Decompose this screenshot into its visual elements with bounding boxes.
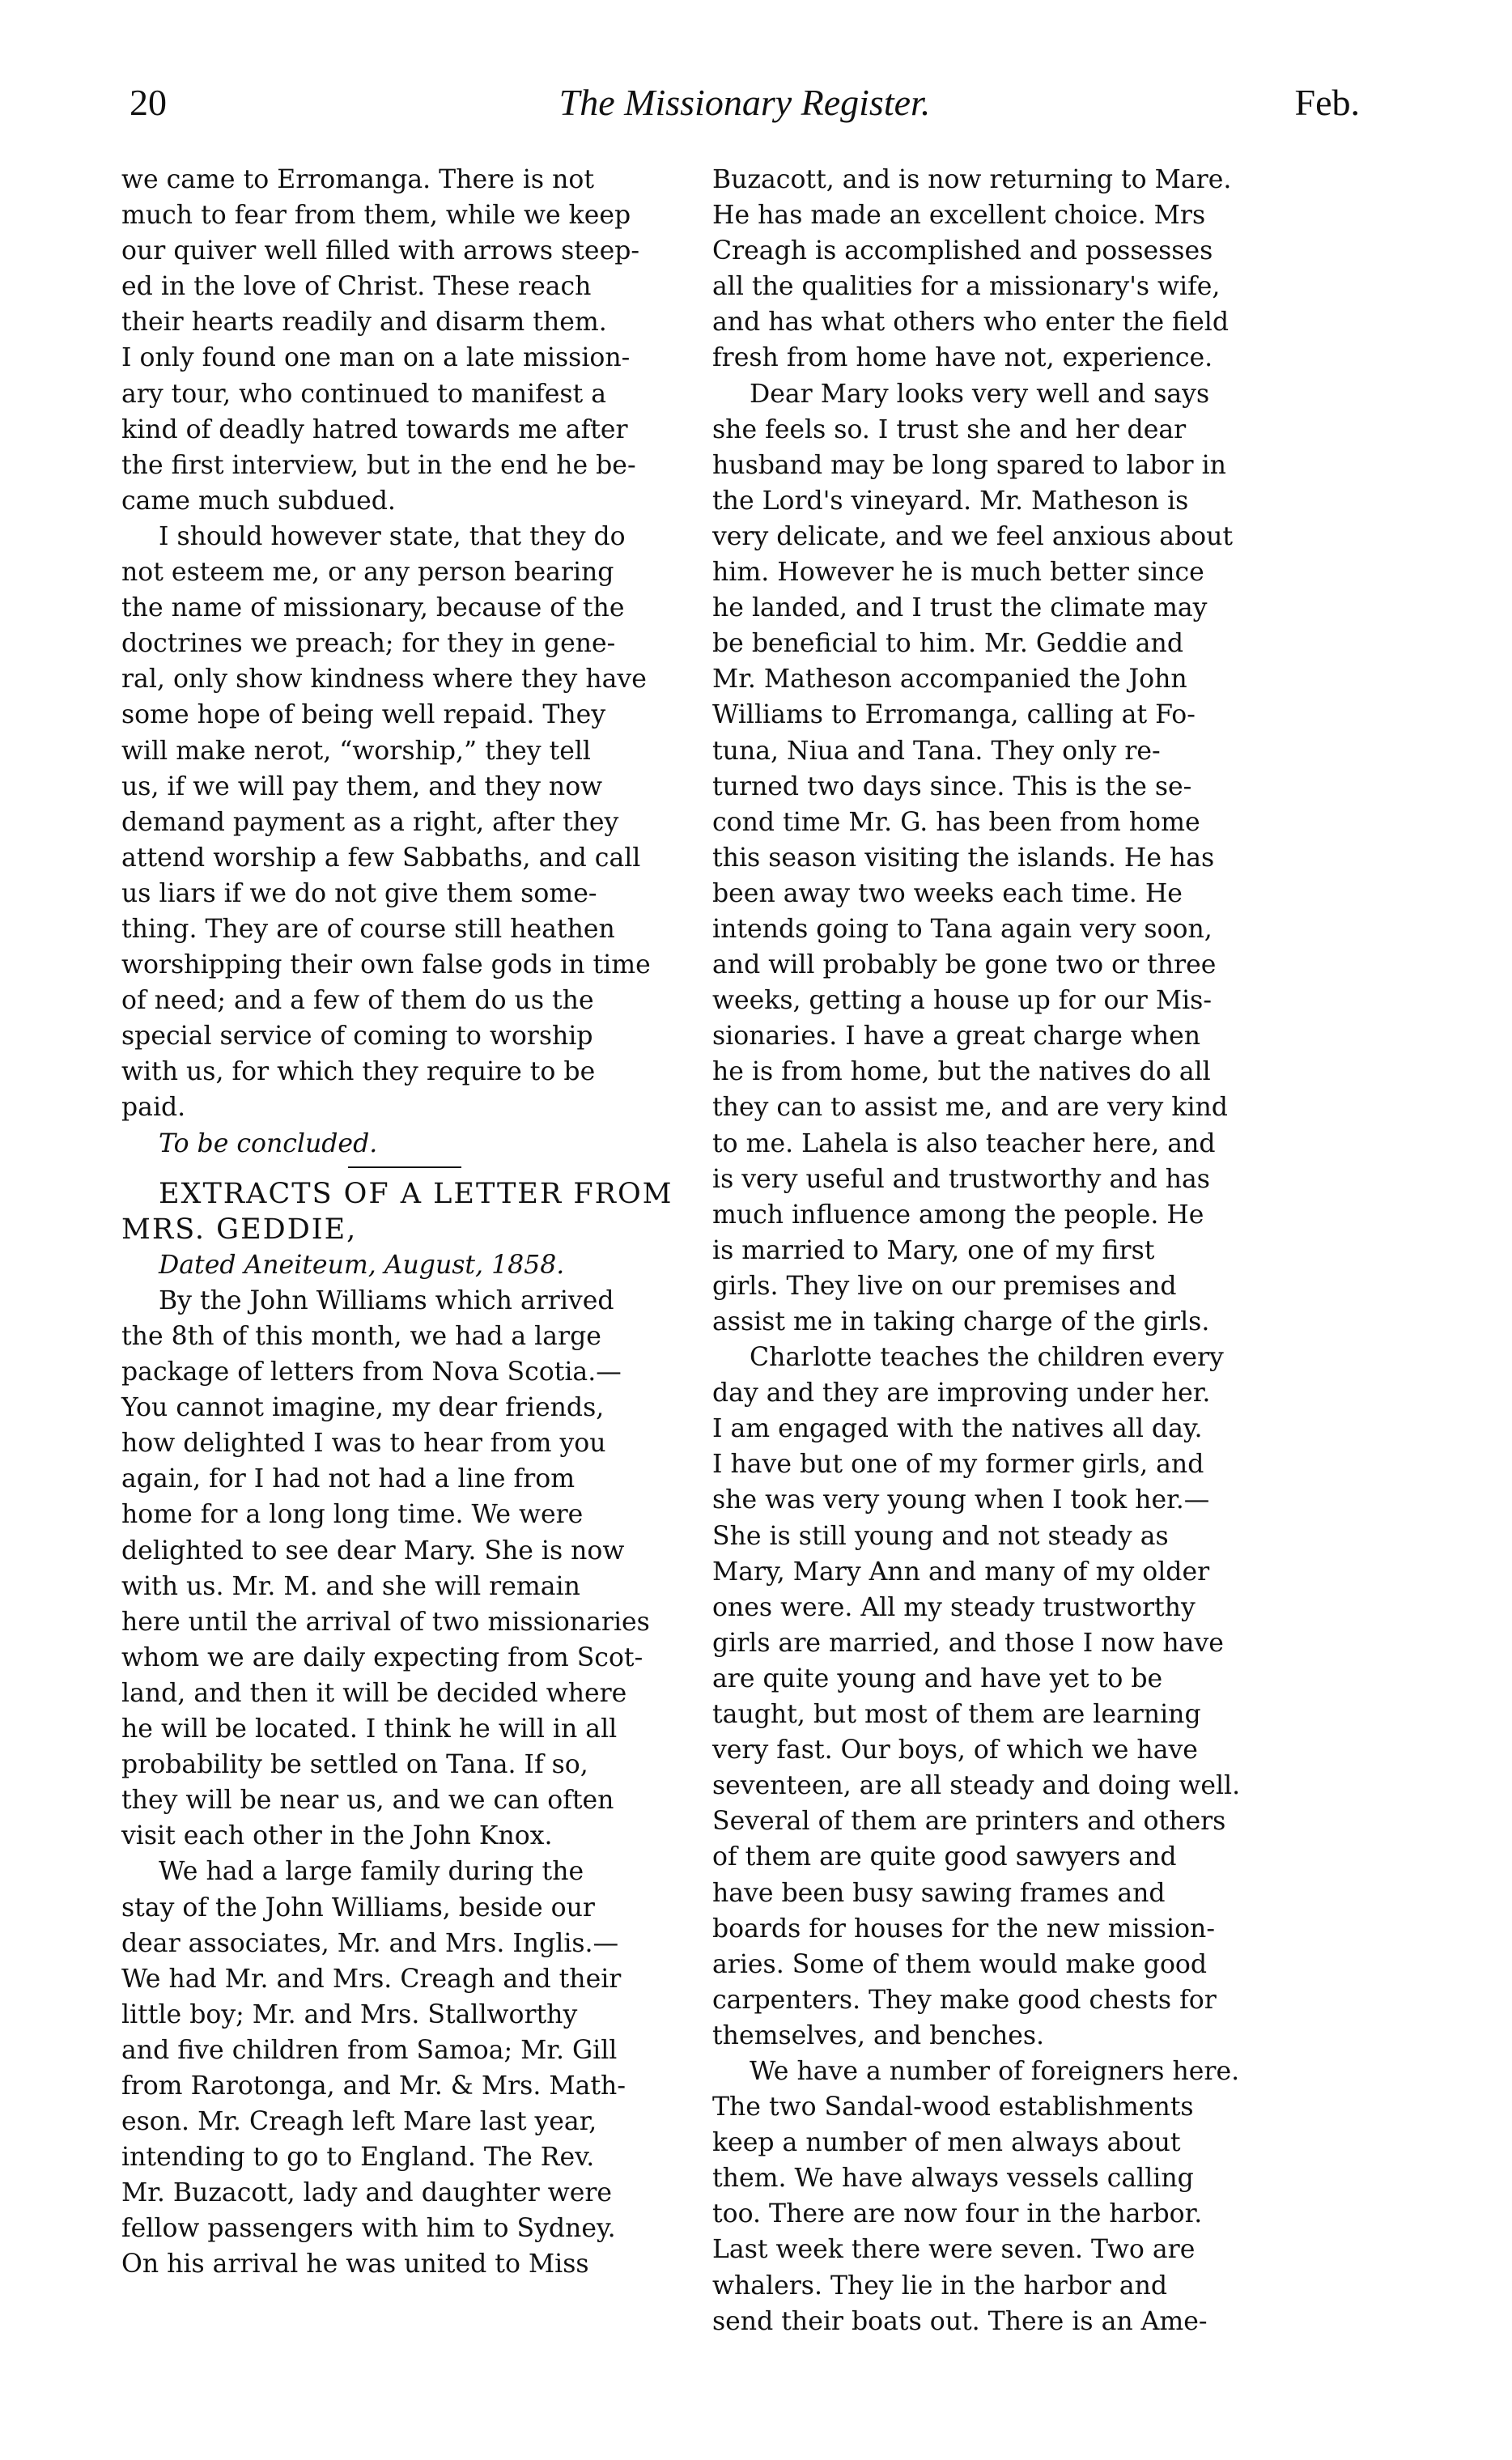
- paragraph: I should however state, that they do not esteem me, or any person bearing the name of missionary, because of the doctrines we preach; for they in gene- ral, only show kindness where they have some hope of being well repaid. They will make nerot, “worship,” they tell us, if we will pay them, and they now demand payment as a right, after they attend worship a few Sabbaths, and call us liars if we do not give them some- thing. They are of course still heathen worshipping their own false gods in time of need; and a few of them do us the special service of coming to worship with us, for which they require to be paid.: [121, 521, 651, 1123]
- paragraph: By the John Williams which arrived the 8th of this month, we had a large package of letters from Nova Scotia.— You cannot imagine, my dear friends, how delighted I was to hear from you again, for I had not had a line from home for a long long time. We were delighted to see dear Mary. She is now with us. Mr. M. and she will remain here until the arrival of two missionaries whom we are daily expecting from Scot- land, and then it will be decided where he will be located. I think he will in all probability be settled on Tana. If so, they will be near us, and we can often visit each other in the John Knox.: [121, 1285, 650, 1851]
- right-column: [712, 162, 1344, 2339]
- paragraph: Charlotte teaches the children every day and they are improving under her. I am engaged with the natives all day. I have but one of my former girls, and she was very young when I took her.— She is still young and not steady as Mary, Mary Ann and many of my older ones were. All my steady trustworthy girls are married, and those I now have are quite young and have yet to be taught, but most of them are learning very fast. Our boys, of which we have seventeen, are all steady and doing well. Several of them are printers and others of them are quite good sawyers and have been busy sawing frames and boards for houses for the new mission- aries. Some of them would make good carpenters. They make good chests for themselves, and benches.: [712, 1343, 1241, 2050]
- paragraph-continued: we came to Erromanga. There is not much to fear from them, while we keep our quiver well filled with arrows steep- ed in the love of Christ. These reach their hearts readily and disarm them. I only found one man on a late mission- ary tour, who continued to manifest a kind of deadly hatred towards me after the first interview, but in the end he be- came much subdued.: [121, 165, 640, 516]
- paragraph: We have a number of foreigners here. The two Sandal-wood establishments keep a number of men always about them. We have always vessels calling too. There are now four in the harbor. Last week there were seven. Two are whalers. They lie in the harbor and send their boats out. There is an Ame-: [712, 2056, 1240, 2336]
- running-header: [130, 81, 1360, 138]
- issue-month: Feb.: [1294, 82, 1360, 123]
- article-headline: EXTRACTS OF A LETTER FROM MRS. GEDDIE,: [121, 1177, 673, 1246]
- running-title: The Missionary Register.: [559, 82, 931, 123]
- to-be-concluded-note: To be concluded.: [159, 1128, 378, 1158]
- section-divider: [348, 1166, 461, 1168]
- left-column: [121, 162, 688, 2283]
- paragraph: Dear Mary looks very well and says she feels so. I trust she and her dear husband may be long spared to labor in the Lord's vineyard. Mr. Matheson is very delicate, and we feel anxious about him. However he is much better since he landed, and I trust the climate may be beneficial to him. Mr. Geddie and Mr. Matheson accompanied the John Williams to Erromanga, calling at Fo- tuna, Niua and Tana. They only re- turned two days since. This is the se- cond time Mr. G. has been from home this season visiting the islands. He has been away two weeks each time. He intends going to Tana again very soon, and will probably be gone two or three weeks, getting a house up for our Mis- sionaries. I have a great charge when he is from home, but the natives do all they can to assist me, and are very kind to me. Lahela is also teacher here, and is very useful and trustworthy and has much influence among the people. He is married to Mary, one of my first girls. They live on our premises and assist me in taking charge of the girls.: [712, 379, 1234, 1336]
- article-dateline: Dated Aneiteum, August, 1858.: [159, 1250, 565, 1280]
- paragraph-continued: Buzacott, and is now returning to Mare. He has made an excellent choice. Mrs Creagh is accomplished and possesses all the qualities for a missionary's wife, and has what others who enter the field fresh from home have not, experience.: [712, 165, 1232, 373]
- page-number: 20: [130, 82, 167, 123]
- paragraph: We had a large family during the stay of the John Williams, beside our dear associates, Mr. and Mrs. Inglis.— We had Mr. and Mrs. Creagh and their little boy; Mr. and Mrs. Stallworthy and five children from Samoa; Mr. Gill from Rarotonga, and Mr. & Mrs. Math- eson. Mr. Creagh left Mare last year, intending to go to England. The Rev. Mr. Buzacott, lady and daughter were fellow passengers with him to Sydney. On his arrival he was united to Miss: [121, 1857, 626, 2279]
